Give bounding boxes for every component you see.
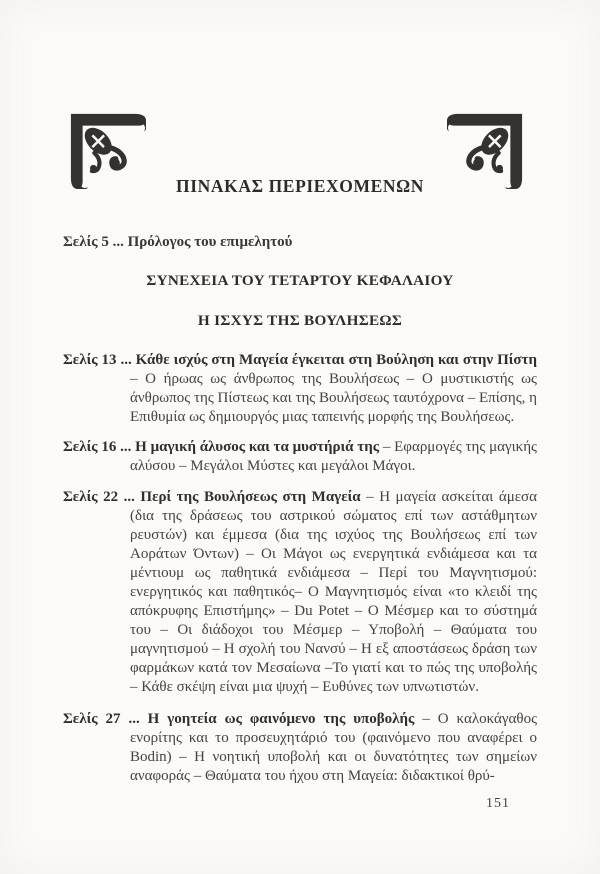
toc-entry-description: – Ο ήρωας ως άνθρωπος της Βουλήσεως – Ο μυστικιστής ως άνθρωπος της Πίστεως και της Βουλήσεως ταυτόχρονα – Επίσης, η Επιθυμία ως δημιουργός μιας ταπεινής μορφής της Βουλήσεως.	[130, 371, 537, 425]
toc-entry	[63, 710, 537, 786]
toc-entry	[63, 438, 537, 476]
toc-entry-title: Σελίς 27 ... Η γοητεία ως φαινόμενο της υποβολής	[63, 711, 415, 727]
section-heading: ΣΥΝΕΧΕΙΑ ΤΟΥ ΤΕΤΑΡΤΟΥ ΚΕΦΑΛΑΙΟΥ	[146, 272, 454, 289]
page-number: 151	[486, 796, 510, 811]
toc-entry-title: Σελίς 22 ... Περί της Βουλήσεως στη Μαγεία	[63, 489, 361, 505]
toc-entry-description: – Εφαρμογές της μαγικής αλύσου – Μεγάλοι Μύστες και μεγάλοι Μάγοι.	[130, 439, 537, 474]
page-title: ΠΙΝΑΚΑΣ ΠΕΡΙΕΧΟΜΕΝΩΝ	[176, 176, 424, 196]
toc-entry-description: – Η μαγεία ασκείται άμεσα (δια της δράσεως του αστρικού σώματος επί των αστάθμητων ρευστών) και έμμεσα (δια της ισχύος της Βουλήσεως επί των Αοράτων Όντων) – Οι Μάγοι ως ενεργητικά ενδιάμεσα και τα μέντιουμ ως παθητικά ενδιάμεσα – Περί του Μαγνητισμού: ενεργητικός και παθητικός– Ο Μαγνητισμός είναι «το κλειδί της απόκρυφης Επιστήμης» – Du Potet – Ο Μέσμερ και το σύστημά του – Οι διάδοχοι του Μέσμερ – Υποβολή – Θαύματα του μαγνητισμού – Η σχολή του Νανσύ – Η εξ αποστάσεως δράση των φαρμάκων κατά τον Μεσαίωνα –Το γιατί και το πώς της υποβολής – Κάθε σκέψη είναι μια ψυχή – Ευθύνες των υπνωτιστών.	[130, 489, 537, 695]
toc-entry	[63, 351, 537, 427]
toc-entry-description: – Ο καλοκάγαθος ενορίτης και το προσευχητάριό του (φαινόμενο που αναφέρει ο Bodin) – Η νοητική υποβολή και οι δυνατότητες των σημείων αναφοράς – Θαύματα του ήχου στη Μαγεία: διδακτικοί θρύ-	[130, 711, 538, 784]
chapter-heading: Η ΙΣΧΥΣ ΤΗΣ ΒΟΥΛΗΣΕΩΣ	[197, 312, 403, 329]
toc-entry-title: Σελίς 16 ... Η μαγική άλυσος και τα μυστήριά της	[63, 439, 380, 455]
toc-entry-title: Σελίς 13 ... Κάθε ισχύς στη Μαγεία έγκειται στη Βούληση και στην Πίστη	[63, 352, 537, 368]
toc-entry	[63, 488, 537, 697]
toc-entry-prologue: Σελίς 5 ... Πρόλογος του επιμελητού	[63, 234, 293, 250]
toc-content	[63, 176, 537, 786]
